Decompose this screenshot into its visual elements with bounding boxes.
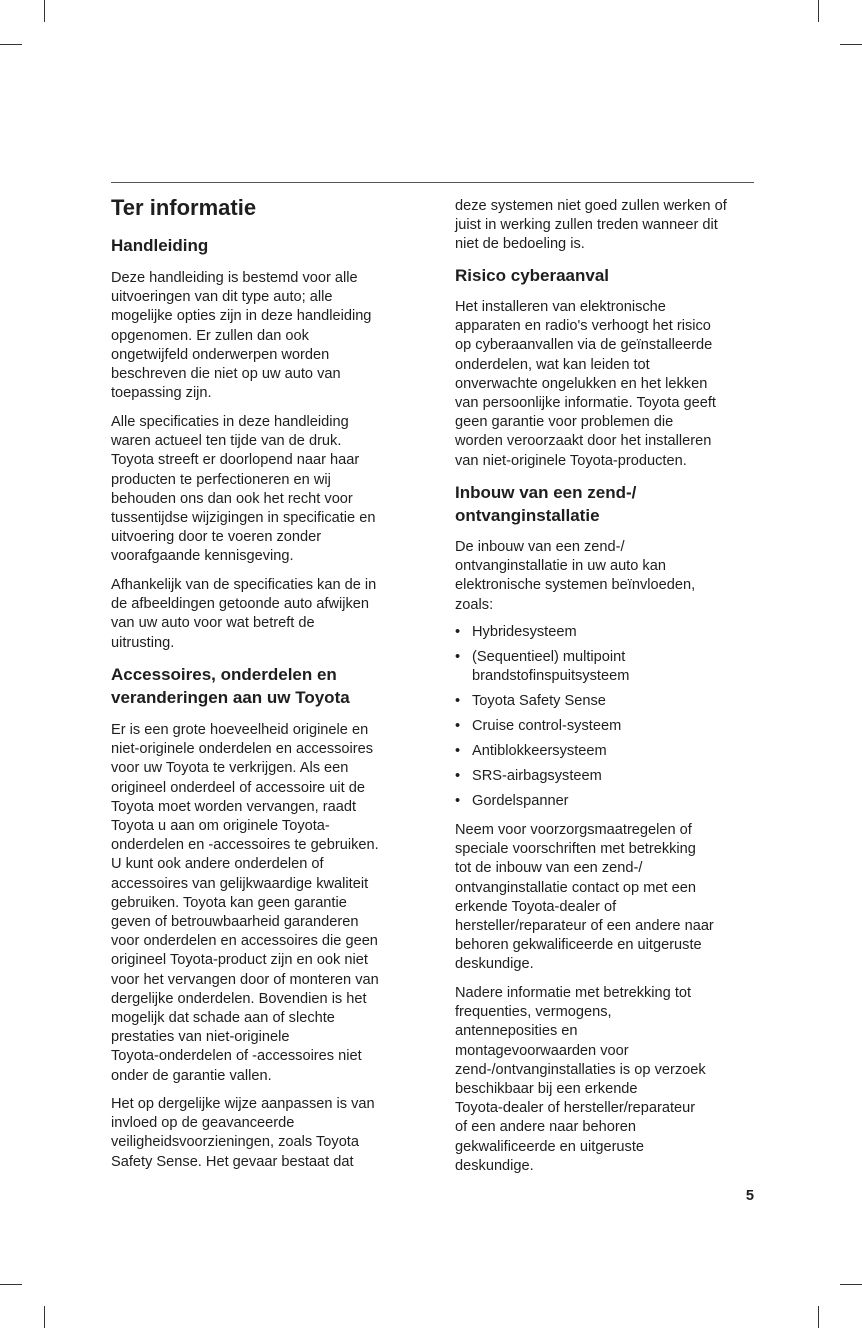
- bullet-text: Hybridesysteem: [472, 624, 577, 640]
- crop-mark: [44, 0, 45, 22]
- bullet-text: (Sequentieel) multipoint brandstofinspuitsysteem: [472, 649, 630, 685]
- bullet-icon: •: [455, 743, 461, 759]
- bullet-icon: •: [455, 649, 461, 665]
- heading-accessoires: Accessoires, onderdelen en veranderingen aan uw Toyota: [111, 665, 350, 707]
- bullet-text: SRS-airbagsysteem: [472, 768, 602, 784]
- page-number: 5: [745, 1188, 754, 1204]
- paragraph: Afhankelijk van de specificaties kan de in de afbeeldingen getoonde auto afwijken van uw auto voor wat betreft de uitrusting.: [111, 577, 377, 651]
- bullet-text: Cruise control-systeem: [472, 718, 622, 734]
- bullet-text: Toyota Safety Sense: [472, 693, 606, 709]
- header-rule: [111, 182, 754, 183]
- bullet-text: Antiblokkeersysteem: [472, 743, 607, 759]
- paragraph: deze systemen niet goed zullen werken of juist in werking zullen treden wanneer dit niet de bedoeling is.: [455, 198, 727, 253]
- heading-risico: Risico cyberaanval: [455, 266, 610, 285]
- paragraph: De inbouw van een zend-/ ontvanginstallatie in uw auto kan elektronische systemen beïnvloeden, zoals:: [455, 539, 696, 613]
- bullet-icon: •: [455, 624, 461, 640]
- heading-inbouw: Inbouw van een zend-/ ontvanginstallatie: [455, 483, 637, 525]
- crop-mark: [0, 1284, 22, 1285]
- bullet-icon: •: [455, 718, 461, 734]
- paragraph: Deze handleiding is bestemd voor alle uitvoeringen van dit type auto; alle mogelijke opties zijn in deze handleiding opgenomen. Er zullen dan ook ongetwijfeld onderwerpen worden beschreven die niet op uw auto van toepassing zijn.: [111, 270, 372, 402]
- paragraph: Het installeren van elektronische apparaten en radio's verhoogt het risico op cyberaanvallen via de geïnstalleerde onderdelen, wat kan leiden tot onverwachte ongelukken en het lekken van persoonlijke informatie. Toyota geeft geen garantie voor problemen die worden veroorzaakt door het installeren van niet-originele Toyota-producten.: [455, 299, 716, 469]
- crop-mark: [840, 44, 862, 45]
- paragraph: Er is een grote hoeveelheid originele en niet-originele onderdelen en accessoires voor uw Toyota te verkrijgen. Als een origineel onderdeel of accessoire uit de Toyota moet worden vervangen, raadt Toyota u aan om originele Toyota- onderdelen en -accessoires te gebruiken. U kunt ook andere onderdelen of accessoires van gelijkwaardige kwaliteit gebruiken. Toyota kan geen garantie geven of betrouwbaarheid garanderen voor onderdelen en accessoires die geen origineel Toyota-product zijn en ook niet voor het vervangen door of monteren van dergelijke onderdelen. Bovendien is het mogelijk dat schade aan of slechte prestaties van niet-originele Toyota-onderdelen of -accessoires niet onder de garantie vallen.: [111, 722, 379, 1084]
- bullet-text: Gordelspanner: [472, 793, 569, 809]
- crop-mark: [818, 0, 819, 22]
- bullet-icon: •: [455, 693, 461, 709]
- bullet-icon: •: [455, 793, 461, 809]
- crop-mark: [0, 44, 22, 45]
- crop-mark: [840, 1284, 862, 1285]
- paragraph: Alle specificaties in deze handleiding waren actueel ten tijde van de druk. Toyota streeft er doorlopend naar haar producten te perfectioneren en wij behouden ons dan ook het recht voor tussentijdse wijzigingen in specificatie en uitvoering door te voeren zonder voorafgaande kennisgeving.: [111, 414, 376, 565]
- bullet-icon: •: [455, 768, 461, 784]
- heading-handleiding: Handleiding: [111, 236, 209, 255]
- page-title: Ter informatie: [111, 195, 257, 220]
- paragraph: Het op dergelijke wijze aanpassen is van invloed op de geavanceerde veiligheidsvoorzieningen, zoals Toyota Safety Sense. Het gevaar bestaat dat: [111, 1096, 375, 1170]
- crop-mark: [818, 1306, 819, 1328]
- paragraph: Nadere informatie met betrekking tot frequenties, vermogens, antenneposities en montagevoorwaarden voor zend-/ontvanginstallaties is op verzoek beschikbaar bij een erkende Toyota-dealer of hersteller/reparateur of een andere naar behoren gekwalificeerde en uitgeruste deskundige.: [455, 985, 706, 1174]
- paragraph: Neem voor voorzorgsmaatregelen of speciale voorschriften met betrekking tot de inbouw van een zend-/ ontvanginstallatie contact op met een erkende Toyota-dealer of hersteller/reparateur of een andere naar behoren gekwalificeerde en uitgeruste deskundige.: [455, 822, 714, 973]
- crop-mark: [44, 1306, 45, 1328]
